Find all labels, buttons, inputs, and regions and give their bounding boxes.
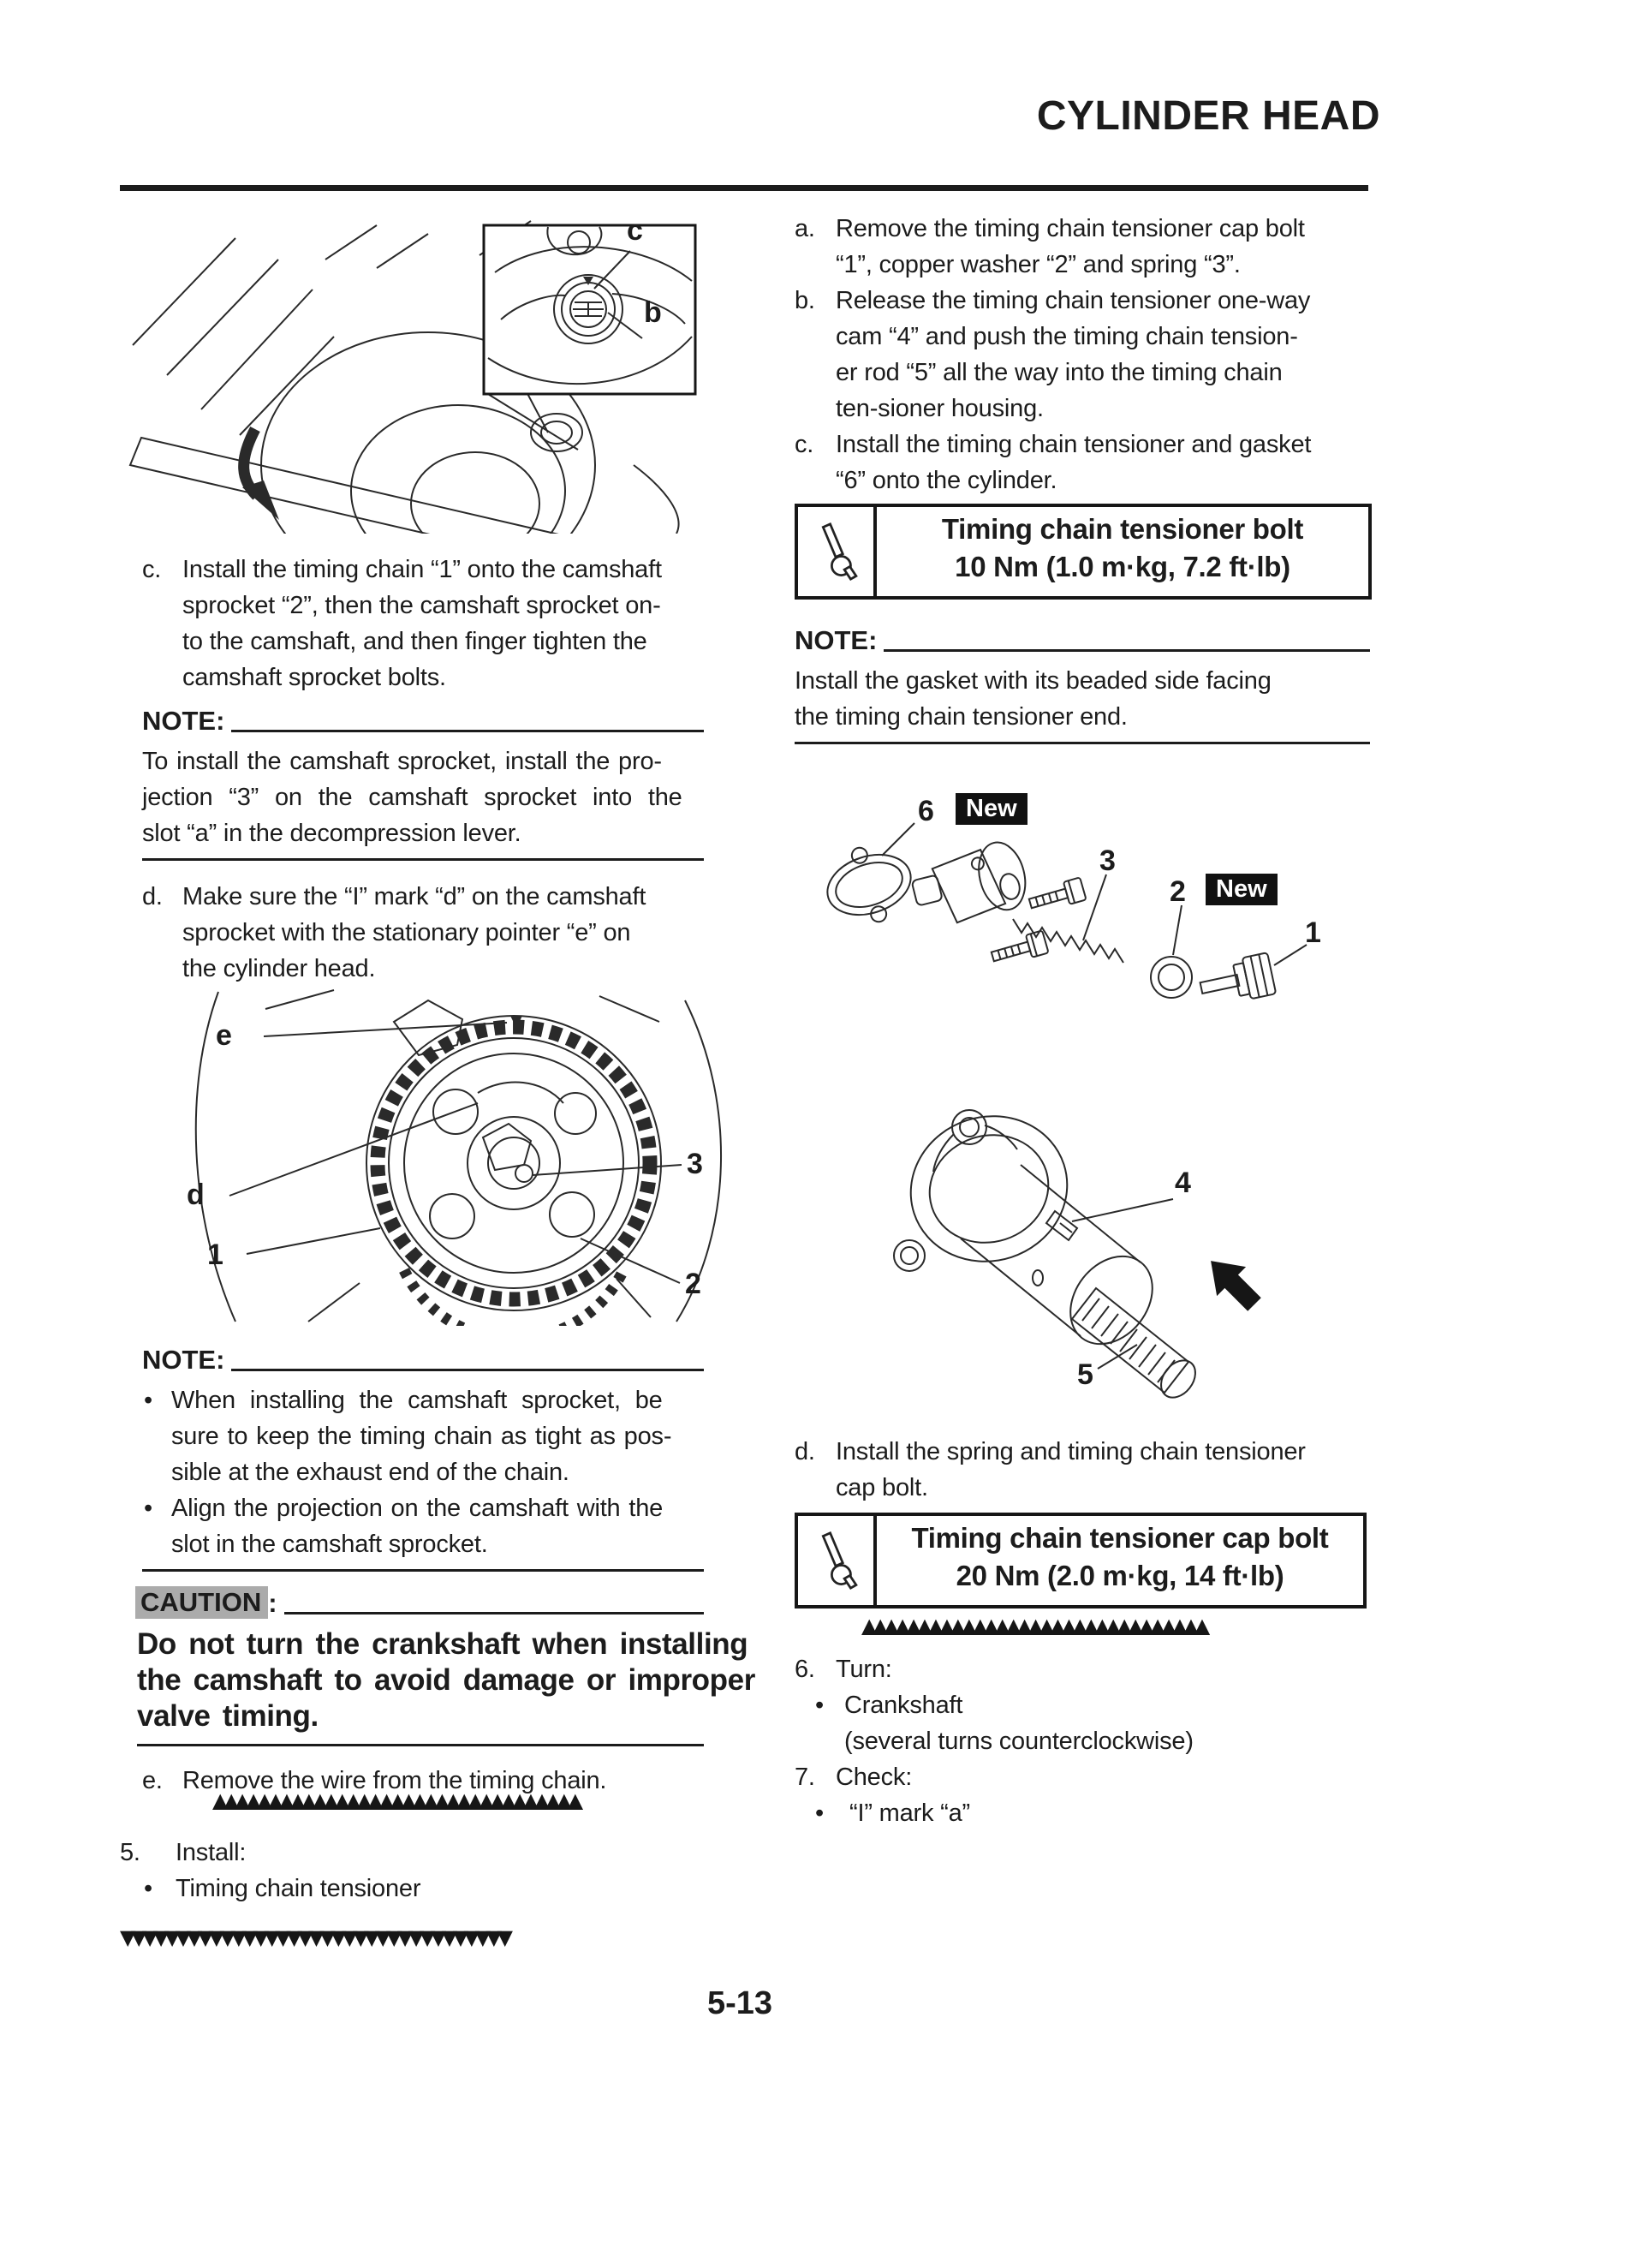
note-line: Install the gasket with its beaded side facing bbox=[795, 667, 1272, 695]
body-line: cap bolt. bbox=[836, 1474, 928, 1501]
body-line: Install the timing chain “1” onto the camshaft bbox=[182, 556, 662, 583]
note-label: NOTE: bbox=[142, 706, 225, 736]
body-line: Make sure the “I” mark “d” on the camshaft bbox=[182, 883, 646, 910]
step-label: Install: bbox=[176, 1839, 247, 1866]
caution-line: the camshaft to avoid damage or improper bbox=[137, 1663, 755, 1697]
note-line: Align the projection on the camshaft with the bbox=[171, 1495, 664, 1522]
body-line: camshaft sprocket bolts. bbox=[182, 664, 446, 691]
torque-spec-text bbox=[877, 1516, 1363, 1605]
torque-wrench-icon bbox=[798, 507, 877, 596]
step-number: 7. bbox=[795, 1764, 815, 1791]
crankcase-timing-figure bbox=[120, 208, 736, 534]
note-line: sible at the exhaust end of the chain. bbox=[171, 1459, 569, 1486]
body-line: to the camshaft, and then finger tighten the bbox=[182, 628, 647, 655]
page-number: 5-13 bbox=[707, 1985, 773, 2021]
note-end-rule bbox=[795, 742, 1370, 744]
list-marker: a. bbox=[795, 215, 815, 242]
bullet-text: Crankshaft bbox=[844, 1692, 963, 1719]
section-divider-triangles-up: ▲▲▲▲▲▲▲▲▲▲▲▲▲▲▲▲▲▲▲▲▲▲▲▲▲▲▲▲▲▲▲ bbox=[861, 1614, 1206, 1638]
body-line: ten-sioner housing. bbox=[836, 395, 1044, 422]
tensioner-exploded-figure bbox=[805, 784, 1387, 1079]
caution-line: Do not turn the crankshaft when installing bbox=[137, 1627, 748, 1661]
torque-wrench-icon bbox=[798, 1516, 877, 1605]
note-label: NOTE: bbox=[795, 625, 878, 655]
note-heading bbox=[795, 625, 1370, 656]
caution-heading bbox=[135, 1586, 704, 1619]
note-line: sure to keep the timing chain as tight as pos- bbox=[171, 1423, 672, 1450]
caution-end-rule bbox=[137, 1744, 704, 1746]
bullet: • bbox=[815, 1799, 824, 1827]
note-line: jection “3” on the camshaft sprocket into the bbox=[142, 784, 682, 811]
caution-line: valve timing. bbox=[137, 1699, 319, 1733]
bullet-text: Timing chain tensioner bbox=[176, 1875, 421, 1902]
body-line: sprocket “2”, then the camshaft sprocket on- bbox=[182, 592, 661, 619]
list-marker: d. bbox=[142, 883, 163, 910]
fig2-label-e: e bbox=[216, 1019, 232, 1052]
note-heading bbox=[142, 1345, 704, 1376]
fig3-label-2: 2 bbox=[1170, 875, 1186, 908]
step-label: Check: bbox=[836, 1764, 913, 1791]
note-line: the timing chain tensioner end. bbox=[795, 703, 1128, 731]
bullet: • bbox=[144, 1875, 152, 1902]
body-line: Install the timing chain tensioner and gasket bbox=[836, 431, 1312, 458]
note-end-rule bbox=[142, 858, 704, 861]
list-marker: d. bbox=[795, 1438, 815, 1465]
torque-spec-text bbox=[877, 507, 1368, 596]
fig2-label-3: 3 bbox=[687, 1148, 703, 1180]
body-line: cam “4” and push the timing chain tension- bbox=[836, 323, 1298, 350]
note-label: NOTE: bbox=[142, 1345, 225, 1375]
list-marker: c. bbox=[795, 431, 814, 458]
bullet: • bbox=[815, 1692, 824, 1719]
caution-label: CAUTION bbox=[135, 1586, 268, 1619]
torque-spec-box bbox=[795, 1513, 1367, 1608]
body-line: Release the timing chain tensioner one-way bbox=[836, 287, 1311, 314]
fig3-label-6: 6 bbox=[918, 795, 934, 827]
note-line: slot “a” in the decompression lever. bbox=[142, 820, 521, 847]
torque-spec-box bbox=[795, 504, 1372, 600]
header-rule bbox=[120, 185, 1368, 191]
torque-spec-name: Timing chain tensioner cap bolt bbox=[911, 1522, 1329, 1554]
body-line: sprocket with the stationary pointer “e” on bbox=[182, 919, 631, 946]
list-marker: e. bbox=[142, 1767, 163, 1794]
body-line: Remove the timing chain tensioner cap bolt bbox=[836, 215, 1305, 242]
fig3-label-3: 3 bbox=[1099, 845, 1116, 877]
fig2-label-2: 2 bbox=[685, 1268, 701, 1300]
note-heading bbox=[142, 706, 704, 737]
section-divider-triangles-up: ▲▲▲▲▲▲▲▲▲▲▲▲▲▲▲▲▲▲▲▲▲▲▲▲▲▲▲▲▲▲▲▲▲ bbox=[212, 1788, 579, 1812]
note-line: slot in the camshaft sprocket. bbox=[171, 1531, 488, 1558]
fig2-label-1: 1 bbox=[207, 1238, 223, 1271]
bullet-text: “I” mark “a” bbox=[849, 1799, 970, 1827]
note-underline bbox=[231, 1365, 704, 1371]
body-line: “6” onto the cylinder. bbox=[836, 467, 1057, 494]
torque-spec-value: 10 Nm (1.0 m·kg, 7.2 ft·lb) bbox=[955, 551, 1290, 582]
fig4-label-4: 4 bbox=[1175, 1167, 1191, 1199]
section-divider-triangles-down: ▼▼▼▼▼▼▼▼▼▼▼▼▼▼▼▼▼▼▼▼▼▼▼▼▼▼▼▼▼▼▼▼▼▼▼ bbox=[120, 1925, 509, 1949]
caution-colon: : bbox=[268, 1588, 277, 1618]
tensioner-housing-figure bbox=[839, 1086, 1353, 1412]
fig1-label-b: b bbox=[644, 296, 662, 329]
step-number: 5. bbox=[120, 1839, 140, 1866]
list-marker: c. bbox=[142, 556, 162, 583]
bullet-subtext: (several turns counterclockwise) bbox=[844, 1728, 1194, 1755]
fig1-label-c: c bbox=[627, 214, 643, 247]
bullet: • bbox=[144, 1387, 152, 1414]
body-line: Install the spring and timing chain tensioner bbox=[836, 1438, 1306, 1465]
body-line: the cylinder head. bbox=[182, 955, 376, 982]
note-underline bbox=[884, 646, 1370, 652]
note-line: When installing the camshaft sprocket, be bbox=[171, 1387, 663, 1414]
step-label: Turn: bbox=[836, 1656, 892, 1683]
list-marker: b. bbox=[795, 287, 815, 314]
bullet: • bbox=[144, 1495, 152, 1522]
fig3-new-badge-washer: New bbox=[1206, 874, 1278, 905]
fig2-label-d: d bbox=[187, 1179, 205, 1211]
note-end-rule bbox=[142, 1569, 704, 1572]
body-line: Remove the wire from the timing chain. bbox=[182, 1767, 607, 1794]
caution-underline bbox=[284, 1608, 704, 1614]
fig3-new-badge-gasket: New bbox=[956, 793, 1028, 825]
body-line: er rod “5” all the way into the timing chain bbox=[836, 359, 1283, 386]
fig4-label-5: 5 bbox=[1077, 1358, 1093, 1391]
note-underline bbox=[231, 726, 704, 732]
step-number: 6. bbox=[795, 1656, 815, 1683]
page-title: CYLINDER HEAD bbox=[1036, 93, 1380, 139]
fig3-label-1: 1 bbox=[1305, 916, 1321, 949]
note-line: To install the camshaft sprocket, install the pro- bbox=[142, 748, 662, 775]
torque-spec-value: 20 Nm (2.0 m·kg, 14 ft·lb) bbox=[956, 1560, 1284, 1591]
torque-spec-name: Timing chain tensioner bolt bbox=[941, 513, 1304, 545]
body-line: “1”, copper washer “2” and spring “3”. bbox=[836, 251, 1241, 278]
